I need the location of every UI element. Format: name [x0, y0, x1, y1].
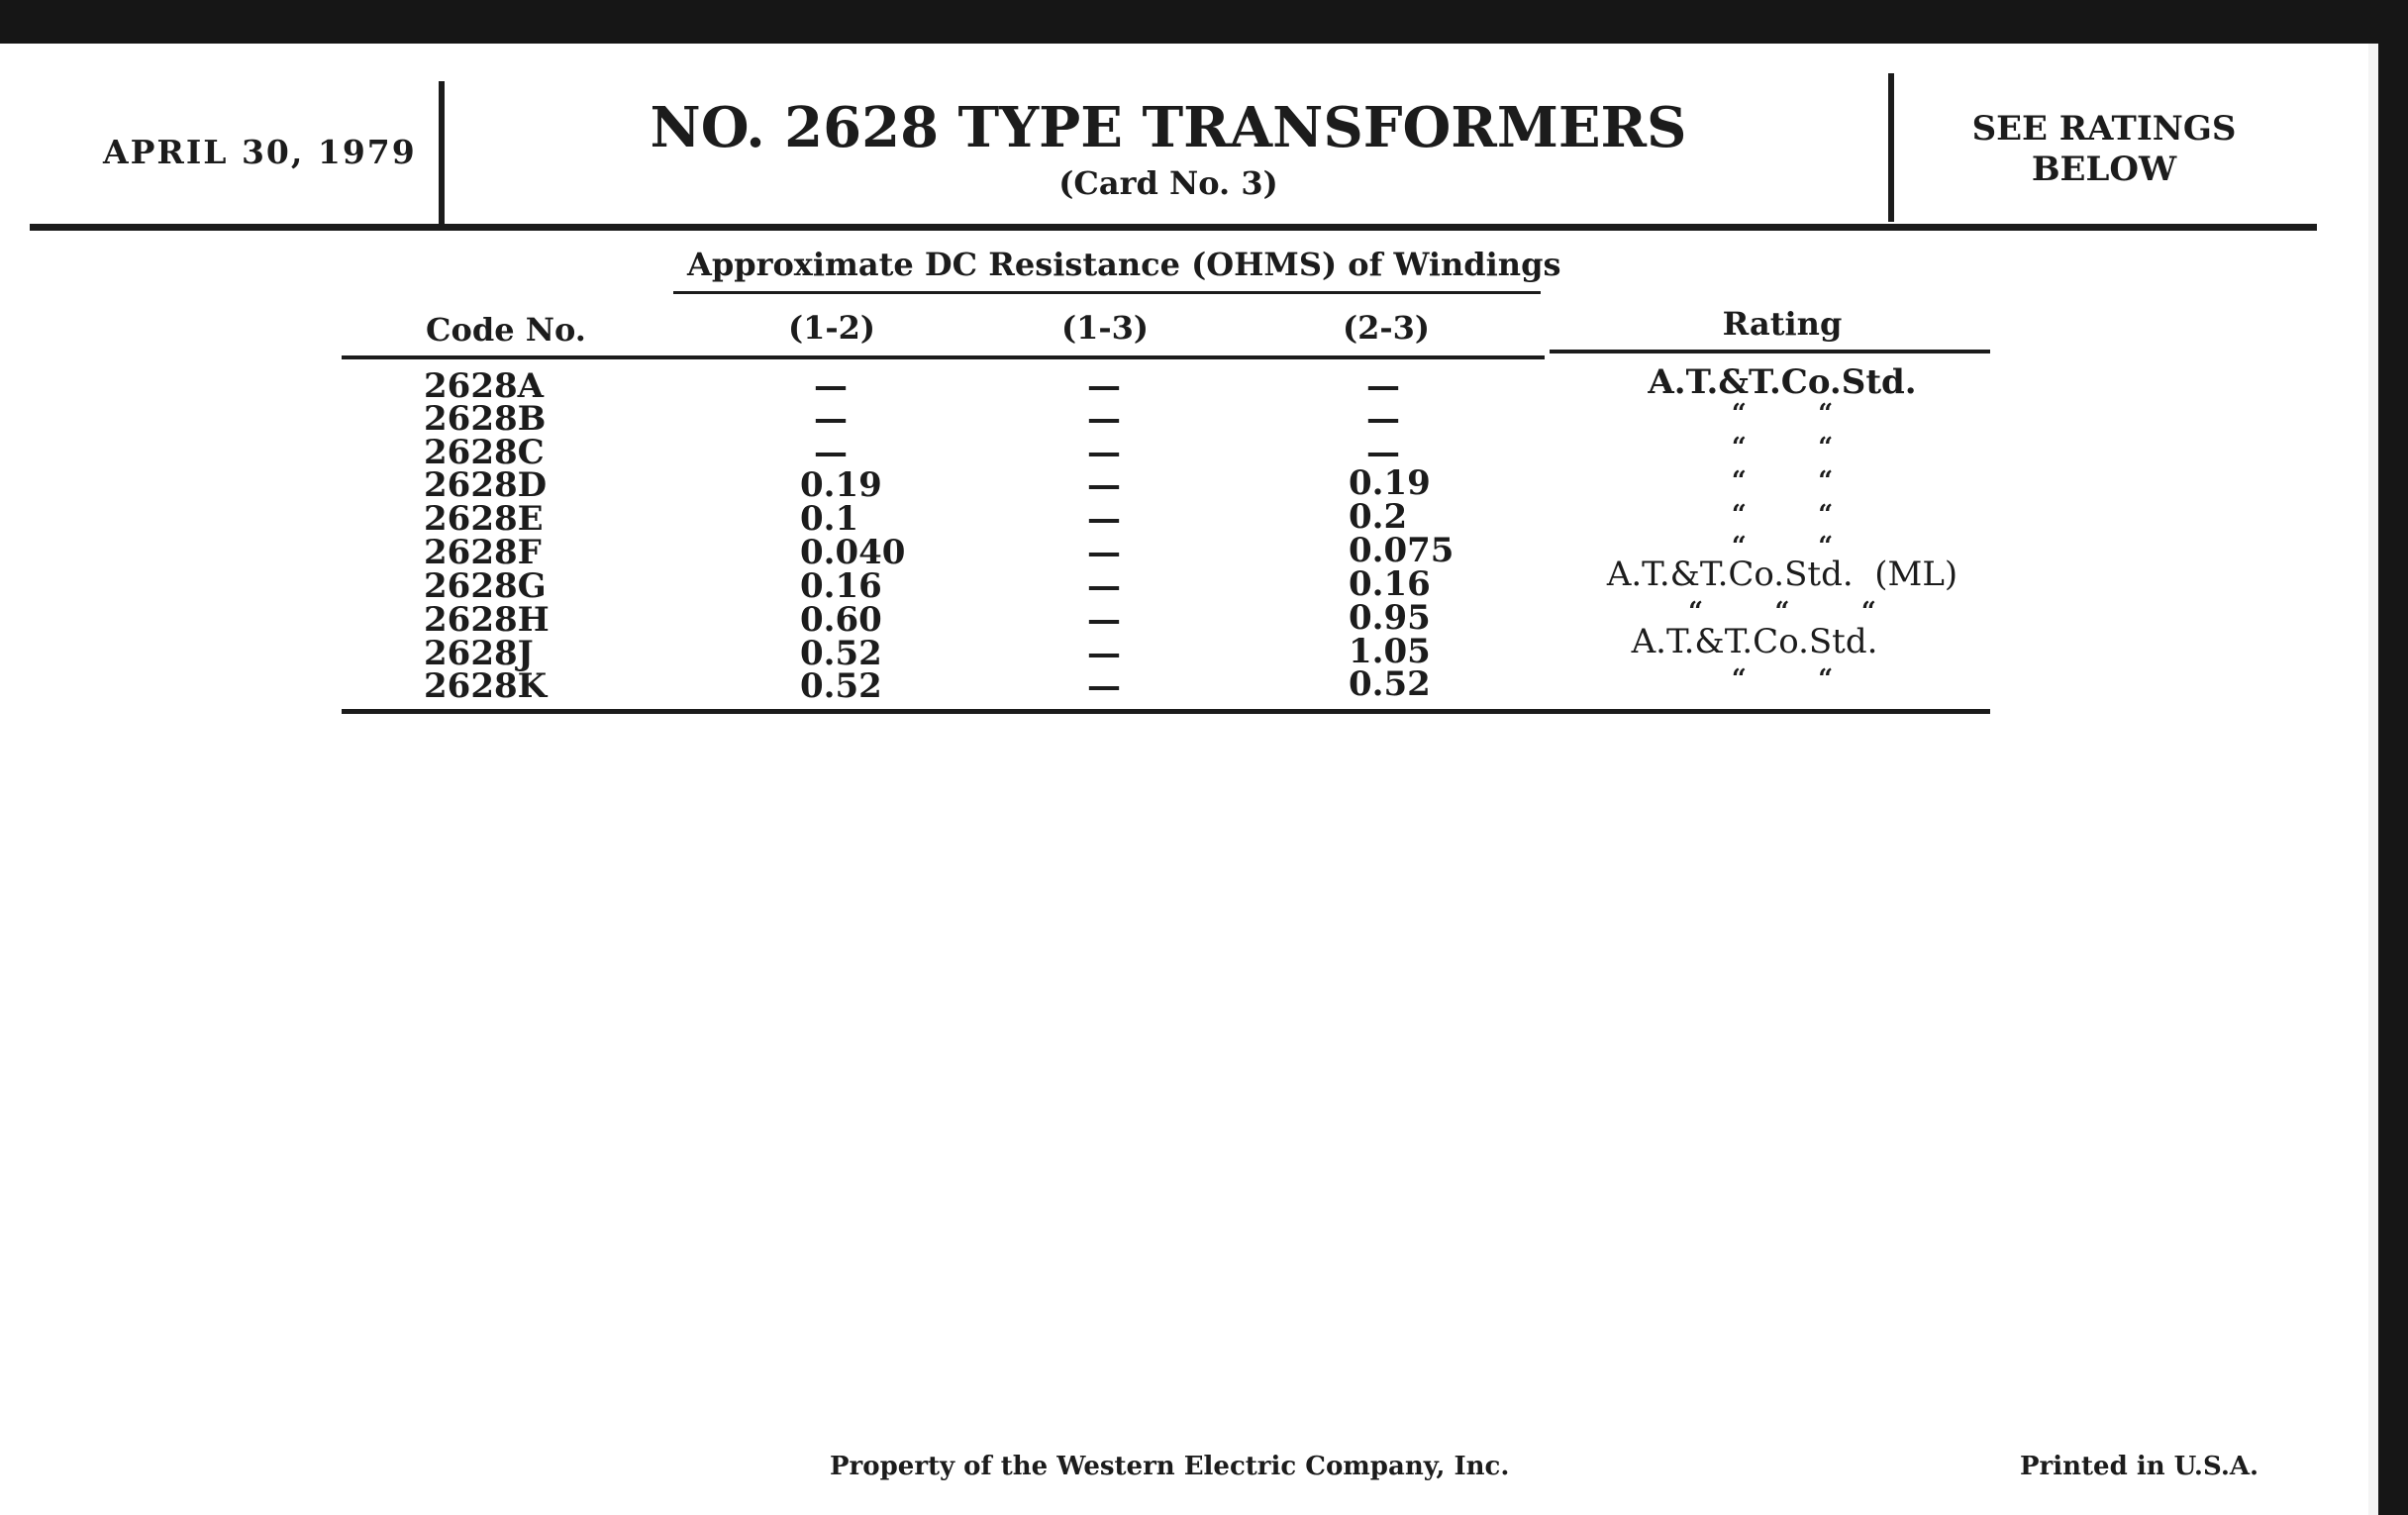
- code-cell: 2628A: [424, 366, 545, 406]
- w13-cell: —: [1087, 533, 1121, 572]
- card-subtitle: (Card No. 3): [1058, 164, 1278, 202]
- header-divider-left: [439, 81, 445, 228]
- code-cell: 2628F: [424, 533, 542, 572]
- w13-cell: —: [1087, 600, 1121, 640]
- code-cell: 2628K: [424, 666, 548, 706]
- rating-cell: A.T.&T.Co.Std. (ML): [1606, 555, 1958, 594]
- code-cell: 2628J: [424, 634, 534, 673]
- w23-cell: 1.05: [1349, 632, 1431, 671]
- w23-cell: 0.95: [1349, 598, 1431, 638]
- w13-cell: —: [1087, 366, 1121, 406]
- w23-cell: 0.52: [1349, 664, 1431, 704]
- rating-cell: A.T.&T.Co.Std.: [1631, 622, 1878, 661]
- w12-cell: 0.52: [800, 666, 882, 706]
- col-header-rating: Rating: [1722, 305, 1843, 343]
- w12-cell: 0.1: [800, 499, 859, 539]
- see-ratings-line1: SEE RATINGS: [1971, 109, 2237, 149]
- w12-cell: —: [814, 399, 848, 439]
- rating-cell: “ “: [1731, 500, 1834, 530]
- code-cell: 2628E: [424, 499, 544, 539]
- w12-cell: —: [814, 433, 848, 472]
- code-cell: 2628G: [424, 566, 547, 606]
- rating-cell: “ “: [1731, 399, 1834, 429]
- rating-cell: “ “: [1731, 532, 1834, 561]
- see-ratings-line2: BELOW: [2031, 150, 2177, 189]
- rating-cell: “ “: [1731, 433, 1834, 462]
- scan-border-right-gap: [2368, 44, 2378, 1515]
- w12-cell: 0.040: [800, 533, 906, 572]
- w13-cell: —: [1087, 465, 1121, 505]
- w23-cell: 0.075: [1349, 531, 1455, 570]
- header-bottom-rule: [30, 224, 2317, 231]
- rating-cell: “ “: [1731, 664, 1834, 694]
- w12-cell: 0.16: [800, 566, 882, 606]
- property-notice: Property of the Western Electric Company, Inc.: [830, 1452, 1510, 1481]
- col-header-1-3: (1-3): [1060, 309, 1150, 347]
- scan-border-right: [2378, 0, 2408, 1515]
- w23-cell: —: [1366, 366, 1400, 406]
- w23-cell: —: [1366, 433, 1400, 472]
- w13-cell: —: [1087, 433, 1121, 472]
- rating-cell: “ “ “: [1688, 597, 1876, 627]
- table-header-rule-left: [342, 355, 1545, 359]
- col-header-2-3: (2-3): [1342, 309, 1431, 347]
- resistance-group-header: Approximate DC Resistance (OHMS) of Windings: [687, 246, 1561, 283]
- w13-cell: —: [1087, 634, 1121, 673]
- card-date: APRIL 30, 1979: [103, 133, 417, 171]
- w13-cell: —: [1087, 566, 1121, 606]
- w13-cell: —: [1087, 499, 1121, 539]
- see-ratings-note: [1911, 109, 2297, 190]
- card-title: NO. 2628 TYPE TRANSFORMERS: [650, 95, 1687, 160]
- w12-cell: —: [814, 366, 848, 406]
- w12-cell: 0.60: [800, 600, 882, 640]
- w23-cell: 0.19: [1349, 463, 1431, 503]
- rating-cell: A.T.&T.Co.Std.: [1648, 362, 1917, 402]
- header-divider-right: [1888, 73, 1894, 222]
- w23-cell: —: [1366, 399, 1400, 439]
- w12-cell: 0.52: [800, 634, 882, 673]
- scan-border-top: [0, 0, 2408, 44]
- w13-cell: —: [1087, 666, 1121, 706]
- rating-cell: “ “: [1731, 466, 1834, 496]
- printed-notice: Printed in U.S.A.: [2020, 1452, 2259, 1481]
- table-bottom-rule: [342, 709, 1990, 714]
- table-header-rule-right: [1550, 350, 1990, 354]
- col-header-code: Code No.: [426, 311, 586, 349]
- col-header-1-2: (1-2): [787, 309, 876, 347]
- w23-cell: 0.2: [1349, 497, 1408, 537]
- code-cell: 2628B: [424, 399, 547, 439]
- w12-cell: 0.19: [800, 465, 882, 505]
- w23-cell: 0.16: [1349, 564, 1431, 604]
- group-header-rule: [673, 291, 1541, 294]
- code-cell: 2628H: [424, 600, 550, 640]
- code-cell: 2628D: [424, 465, 548, 505]
- code-cell: 2628C: [424, 433, 545, 472]
- w13-cell: —: [1087, 399, 1121, 439]
